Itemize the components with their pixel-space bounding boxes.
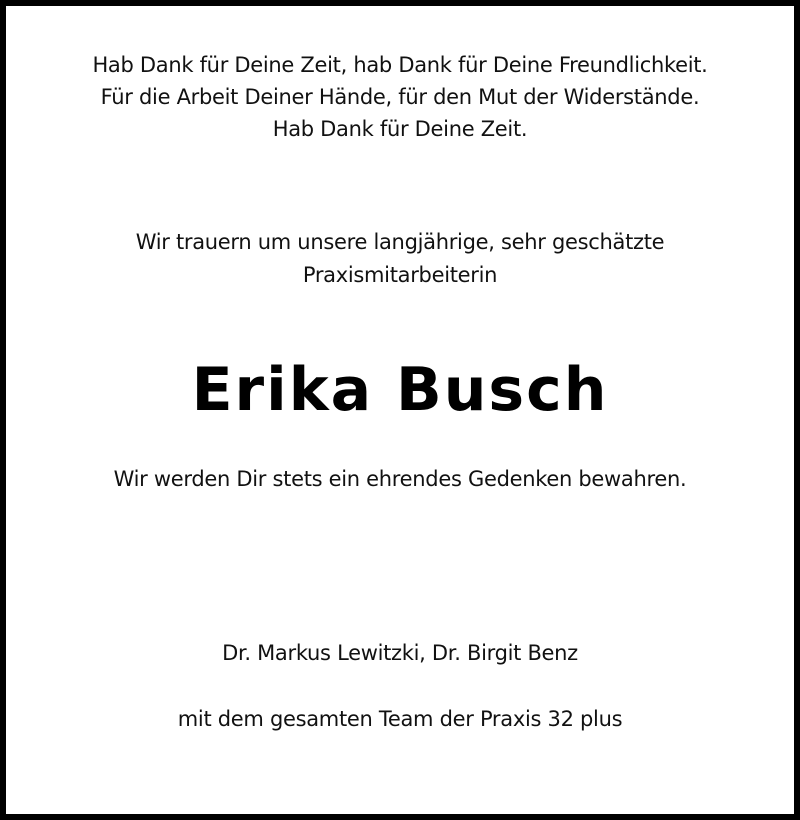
poem-line-1: Hab Dank für Deine Zeit, hab Dank für Deine Freundlichkeit. (92, 53, 708, 77)
memorial-line: Wir werden Dir stets ein ehrendes Gedenken bewahren. (113, 467, 687, 491)
poem-line-2: Für die Arbeit Deiner Hände, für den Mut der Widerstände. (100, 85, 700, 109)
deceased-name: Erika Busch (191, 355, 609, 425)
poem-line-3: Hab Dank für Deine Zeit. (272, 117, 528, 141)
team-line: mit dem gesamten Team der Praxis 32 plus (177, 707, 623, 731)
intro-line-2: Praxismitarbeiterin (302, 263, 498, 287)
signatories: Dr. Markus Lewitzki, Dr. Birgit Benz (222, 641, 578, 665)
intro-line-1: Wir trauern um unsere langjährige, sehr geschätzte (135, 230, 665, 254)
